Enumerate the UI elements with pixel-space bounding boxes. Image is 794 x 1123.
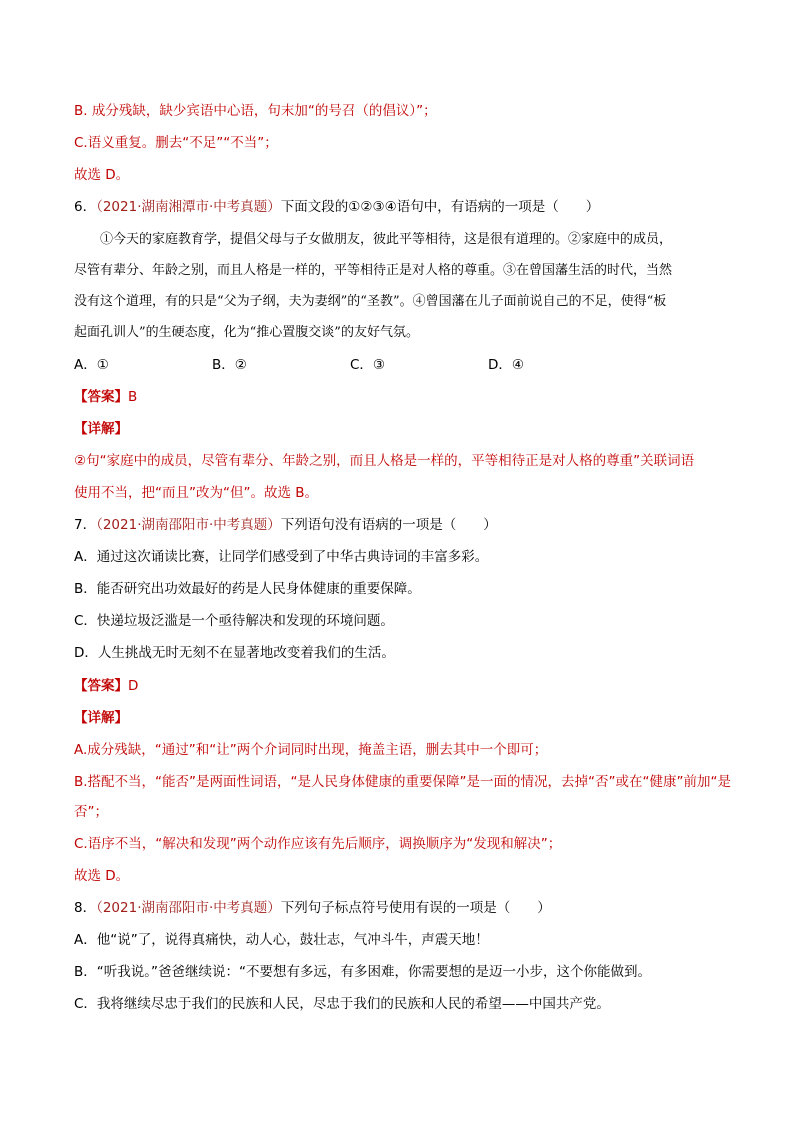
q6-passage-line-2: 尽管有辈分、年龄之别，而且人格是一样的，平等相待正是对人格的尊重。③在曾国藩生活的时代，当然: [74, 263, 673, 278]
q7-option-b: B．能否研究出功效最好的药是人民身体健康的重要保障。: [74, 581, 421, 597]
q6-detail-line-1: ②句“家庭中的成员，尽管有辈分、年龄之别，而且人格是一样的，平等相待正是对人格的尊重”关联词语: [74, 453, 695, 469]
q6-detail-line-2: 使用不当，把“而且”改为“但”。故选 B。: [74, 485, 319, 501]
q5-option-b-explanation: B. 成分残缺，缺少宾语中心语，句末加“的号召（的倡议）”；: [74, 103, 437, 119]
q6-number: 6．: [74, 199, 97, 215]
q5-option-c-explanation: C.语义重复。删去“不足”“不当”；: [74, 135, 278, 151]
q8-question: 下列句子标点符号使用有误的一项是（ ）: [280, 900, 551, 916]
q6-passage-line-4: 起面孔训人”的生硬态度，化为“推心置腹交谈”的友好气氛。: [74, 325, 419, 340]
q6-option-d: D．④: [488, 357, 524, 373]
q7-detail-line-1: A.成分残缺，“通过”和“让”两个介词同时出现，掩盖主语，删去其中一个即可；: [74, 742, 548, 758]
q7-answer-label: 【答案】: [74, 678, 128, 694]
q6-question: 下面文段的①②③④语句中，有语病的一项是（ ）: [280, 199, 600, 215]
q8-option-c: C．我将继续尽忠于我们的民族和人民，尽忠于我们的民族和人民的希望——中国共产党。: [74, 996, 610, 1012]
q7-detail-line-4: C.语序不当，“解决和发现”两个动作应该有先后顺序，调换顺序为“发现和解决”；: [74, 836, 562, 852]
q7-option-d: D．人生挑战无时无刻不在显著地改变着我们的生活。: [74, 645, 395, 661]
q8-question-line: [74, 898, 551, 918]
q7-answer-value: D: [128, 678, 139, 694]
q6-option-c: C．③: [350, 357, 386, 373]
q6-passage-line-3: 没有这个道理，有的只是“父为子纲，夫为妻纲”的“圣教”。④曾国藩在儿子面前说自己的不足，使得“板: [74, 294, 667, 309]
q8-option-b: B．“听我说。”爸爸继续说：“不要想有多远，有多困难，你需要想的是迈一小步，这个你能做到。: [74, 964, 651, 980]
q7-detail-line-3: 否”；: [74, 804, 108, 820]
q7-detail-line-5: 故选 D。: [74, 868, 130, 884]
q6-option-a: A．①: [74, 357, 109, 373]
q7-answer: [74, 676, 138, 696]
q8-option-a: A．他“说”了，说得真痛快，动人心，鼓壮志，气冲斗牛，声震天地！: [74, 932, 489, 948]
q6-answer-value: B: [128, 389, 138, 405]
q8-source: （2021·湖南邵阳市·中考真题）: [96, 900, 281, 916]
q7-number: 7．: [74, 517, 97, 533]
q8-number: 8．: [74, 900, 97, 916]
q7-source: （2021·湖南邵阳市·中考真题）: [96, 517, 281, 533]
q7-option-c: C．快递垃圾泛滥是一个亟待解决和发现的环境问题。: [74, 613, 394, 629]
q7-detail-label: 【详解】: [74, 710, 128, 726]
q6-answer-label: 【答案】: [74, 389, 128, 405]
q7-option-a: A．通过这次诵读比赛，让同学们感受到了中华古典诗词的丰富多彩。: [74, 549, 489, 565]
q7-detail-line-2: B.搭配不当，“能否”是两面性词语，“是人民身体健康的重要保障”是一面的情况，去掉“否”或在“健康”前加“是: [74, 774, 731, 790]
q7-question: 下列语句没有语病的一项是（ ）: [280, 517, 497, 533]
q6-question-line: [74, 197, 599, 217]
q6-answer: [74, 387, 137, 407]
q6-source: （2021·湖南湘潭市·中考真题）: [96, 199, 281, 215]
q5-choice: 故选 D。: [74, 167, 130, 183]
q6-detail-label: 【详解】: [74, 421, 128, 437]
q7-question-line: [74, 515, 497, 535]
q6-option-b: B．②: [212, 357, 247, 373]
q6-passage-line-1: ①今天的家庭教育学，提倡父母与子女做朋友，彼此平等相待，这是很有道理的。②家庭中的成员，: [74, 232, 673, 247]
